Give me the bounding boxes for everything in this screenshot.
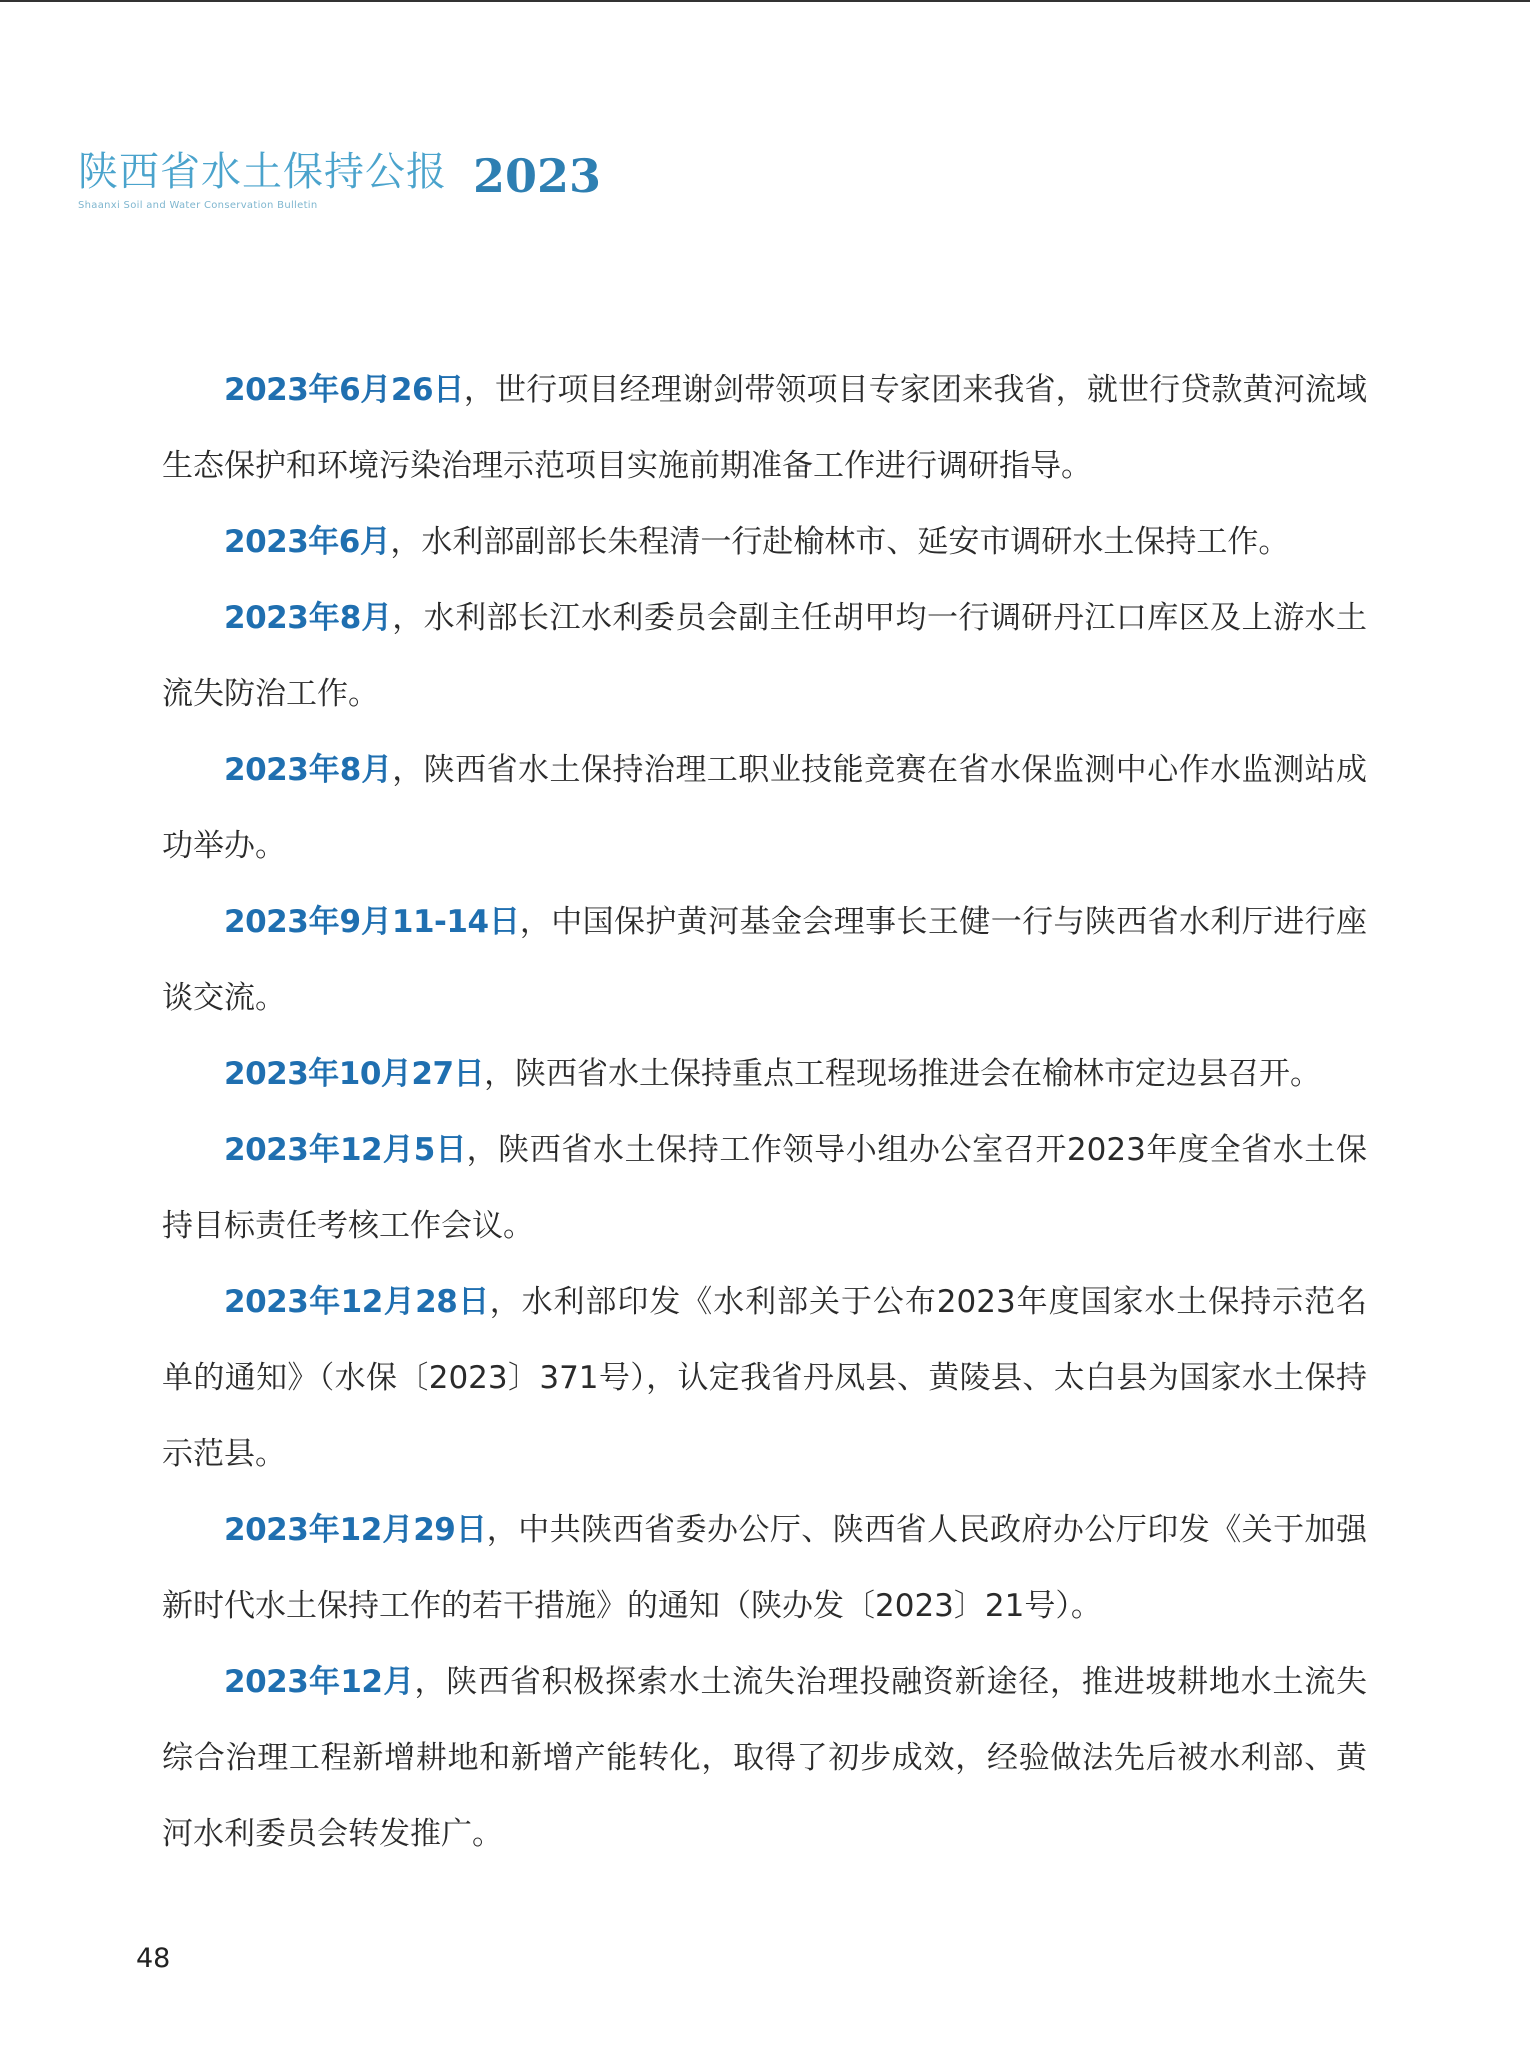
entry-text: ，中国保护黄河基金会理事长王健一行与陕西省水利厅进行座谈交流。 [162, 904, 1367, 1016]
entry-date: 2023年12月 [224, 1664, 415, 1700]
entry-text: ，世行项目经理谢剑带领项目专家团来我省，就世行贷款黄河流域生态保护和环境污染治理示范项目实施前期准备工作进行调研指导。 [162, 372, 1367, 484]
entry-date: 2023年9月11-14日 [224, 904, 520, 940]
chronicle-entry [162, 732, 1367, 884]
entry-date: 2023年12月29日 [224, 1512, 487, 1548]
bulletin-year: 2023 [473, 149, 602, 203]
chronicle-entry [162, 884, 1367, 1036]
chronicle-entry [162, 1644, 1367, 1872]
entry-text: ，陕西省水土保持重点工程现场推进会在榆林市定边县召开。 [484, 1056, 1322, 1092]
entry-date: 2023年8月 [224, 600, 393, 636]
entry-date: 2023年6月 [224, 524, 391, 560]
entry-text: ，中共陕西省委办公厅、陕西省人民政府办公厅印发《关于加强新时代水土保持工作的若干措施》的通知（陕办发〔2023〕21号）。 [162, 1512, 1367, 1624]
top-rule [0, 0, 1530, 2]
chronicle-entry [162, 580, 1367, 732]
chronicle-entry [162, 504, 1367, 580]
entry-date: 2023年12月5日 [224, 1132, 467, 1168]
chronicle-entry [162, 1112, 1367, 1264]
page-number: 48 [136, 1943, 171, 1974]
entry-text: ，陕西省水土保持治理工职业技能竞赛在省水保监测中心作水监测站成功举办。 [162, 752, 1368, 864]
entry-date: 2023年12月28日 [224, 1284, 490, 1320]
chronicle-entry [162, 1492, 1367, 1644]
entry-text: ，水利部印发《水利部关于公布2023年度国家水土保持示范名单的通知》（水保〔2023〕371号），认定我省丹凤县、黄陵县、太白县为国家水土保持示范县。 [162, 1284, 1368, 1472]
bulletin-title: 陕西省水土保持公报 [78, 149, 447, 195]
entry-text: ，水利部长江水利委员会副主任胡甲均一行调研丹江口库区及上游水土流失防治工作。 [162, 600, 1368, 712]
entry-text: ，水利部副部长朱程清一行赴榆林市、延安市调研水土保持工作。 [390, 524, 1290, 560]
entry-date: 2023年8月 [224, 752, 393, 788]
chronicle-list [162, 352, 1367, 1872]
entry-date: 2023年6月26日 [224, 372, 464, 408]
entry-text: ，陕西省积极探索水土流失治理投融资新途径，推进坡耕地水土流失综合治理工程新增耕地和新增产能转化，取得了初步成效，经验做法先后被水利部、黄河水利委员会转发推广。 [162, 1664, 1368, 1852]
entry-text: ，陕西省水土保持工作领导小组办公室召开2023年度全省水土保持目标责任考核工作会议。 [162, 1132, 1367, 1244]
bulletin-header [78, 148, 602, 211]
chronicle-entry [162, 1036, 1367, 1112]
entry-date: 2023年10月27日 [224, 1056, 485, 1092]
bulletin-subtitle: Shaanxi Soil and Water Conservation Bulletin [78, 200, 318, 211]
chronicle-entry [162, 1264, 1367, 1492]
chronicle-entry [162, 352, 1367, 504]
